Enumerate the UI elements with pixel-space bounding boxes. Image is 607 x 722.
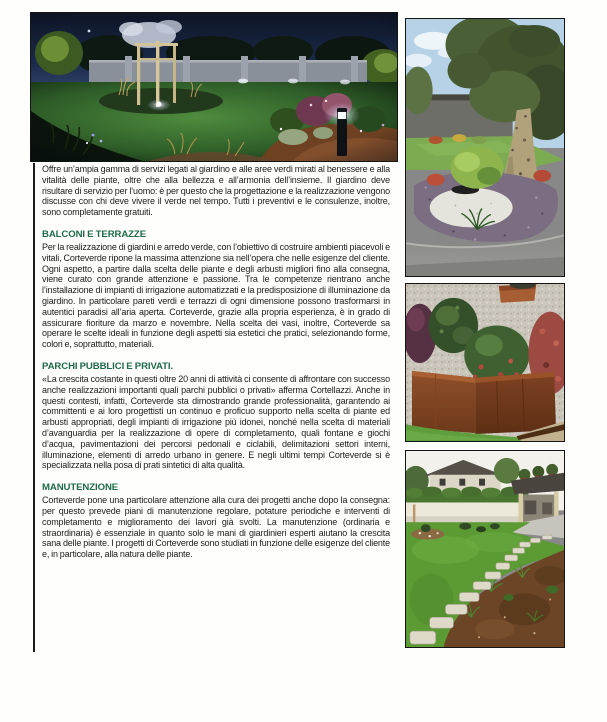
section-heading-balconi-e-terrazze: BALCONI E TERRAZZE xyxy=(42,228,146,240)
corten-planters-photo xyxy=(405,283,565,442)
night-garden-photo xyxy=(30,12,398,162)
section-body-parchi-pubblici-e-privati: «La crescita costante in questi oltre 20 anni di attività ci consente di affrontare con successo anche realizzazioni importanti quali parchi pubblici o privati» afferma Cortellazzi. Anche in questi contesti, infatti, Corteverde sta dimostrando grande professionalità, garantendo ai committenti e ai loro progettisti un continuo e proficuo supporto nella scelta di piante ed arbusti appropriati, degli impianti di irrigazione più idonei, nonché nella scelta di materiali d’avanguardia per la realizzazione di opere di completamento, quali fontane e giochi d’acqua, pavimentazioni dei percorsi pedonali e ciclabili, delimitazioni settori interni, illuminazione, elementi di arredo urbano in genere. E negli ultimi tempi Corteverde si è specializzata nella posa di prati sintetici di alta qualità. xyxy=(42,373,390,471)
planters-illustration xyxy=(406,284,564,441)
article-column xyxy=(42,164,390,560)
lawn-stepping-stones-photo xyxy=(405,450,565,648)
section-body-manutenzione: Corteverde pone una particolare attenzione alla cura dei progetti anche dopo la consegna: per questo prevede piani di manutenzione regolare, potature periodiche e interventi di completamento e miglioramento dei lavori già svolti. La manutenzione (ordinaria e straordinaria) è essenziale in quanto solo le mani di giardinieri esperti aiutano la crescita sana delle piante. I progetti di Corteverde sono studiati in funzione delle esigenze del cliente e, in particolare, alla natura delle piante. xyxy=(42,495,390,560)
night-garden-illustration xyxy=(31,13,397,161)
olive-garden-illustration xyxy=(406,19,564,276)
stepping-stones-illustration xyxy=(406,451,564,647)
garden-render-olive-photo xyxy=(405,18,565,277)
section-heading-parchi-pubblici-e-privati: PARCHI PUBBLICI E PRIVATI. xyxy=(42,360,174,372)
section-heading-manutenzione: MANUTENZIONE xyxy=(42,482,119,494)
section-body-balconi-e-terrazze: Per la realizzazione di giardini e arredo verde, con l’obiettivo di costruire ambienti piacevoli e vitali, Corteverde ripone la massima attenzione sia nell’opera che nelle esigenze del cliente. Ogni aspetto, a partire dalla scelta delle piante e degli arbusti migliori fino alla consegna, viene curato con grande attenzione e passione. Tra le competenze rientrano anche l’installazione di impianti di irrigazione automatizzati e la predisposizione di illuminazione da giardino. In particolare pareti verdi e terrazzi di ogni dimensione possono trasformarsi in autentici paradisi all’aria aperta. Corteverde, grazie alla propria esperienza, è in grado di assicurare fioriture da marzo e novembre. Nella scelta dei vasi, inoltre, Corteverde sa operare le scelte ideali in funzione degli aspetti sia estetici che pratici, selezionando forme, colori e, soprattutto, materiali. xyxy=(42,241,390,350)
column-divider-rule xyxy=(33,163,35,652)
intro-paragraph: Offre un’ampia gamma di servizi legati al giardino e alle aree verdi mirati al benessere e alla vitalità delle piante, oltre che alla bellezza e all’armonia dell’insieme. Il giardino deve risultare di servizio per l’uomo: è per questo che la progettazione e la realizzazione vengono discusse con chi deve vivere il verde nel tempo. Tutti i preventivi e le consulenze, inoltre, sono completamente gratuiti. xyxy=(42,164,390,218)
